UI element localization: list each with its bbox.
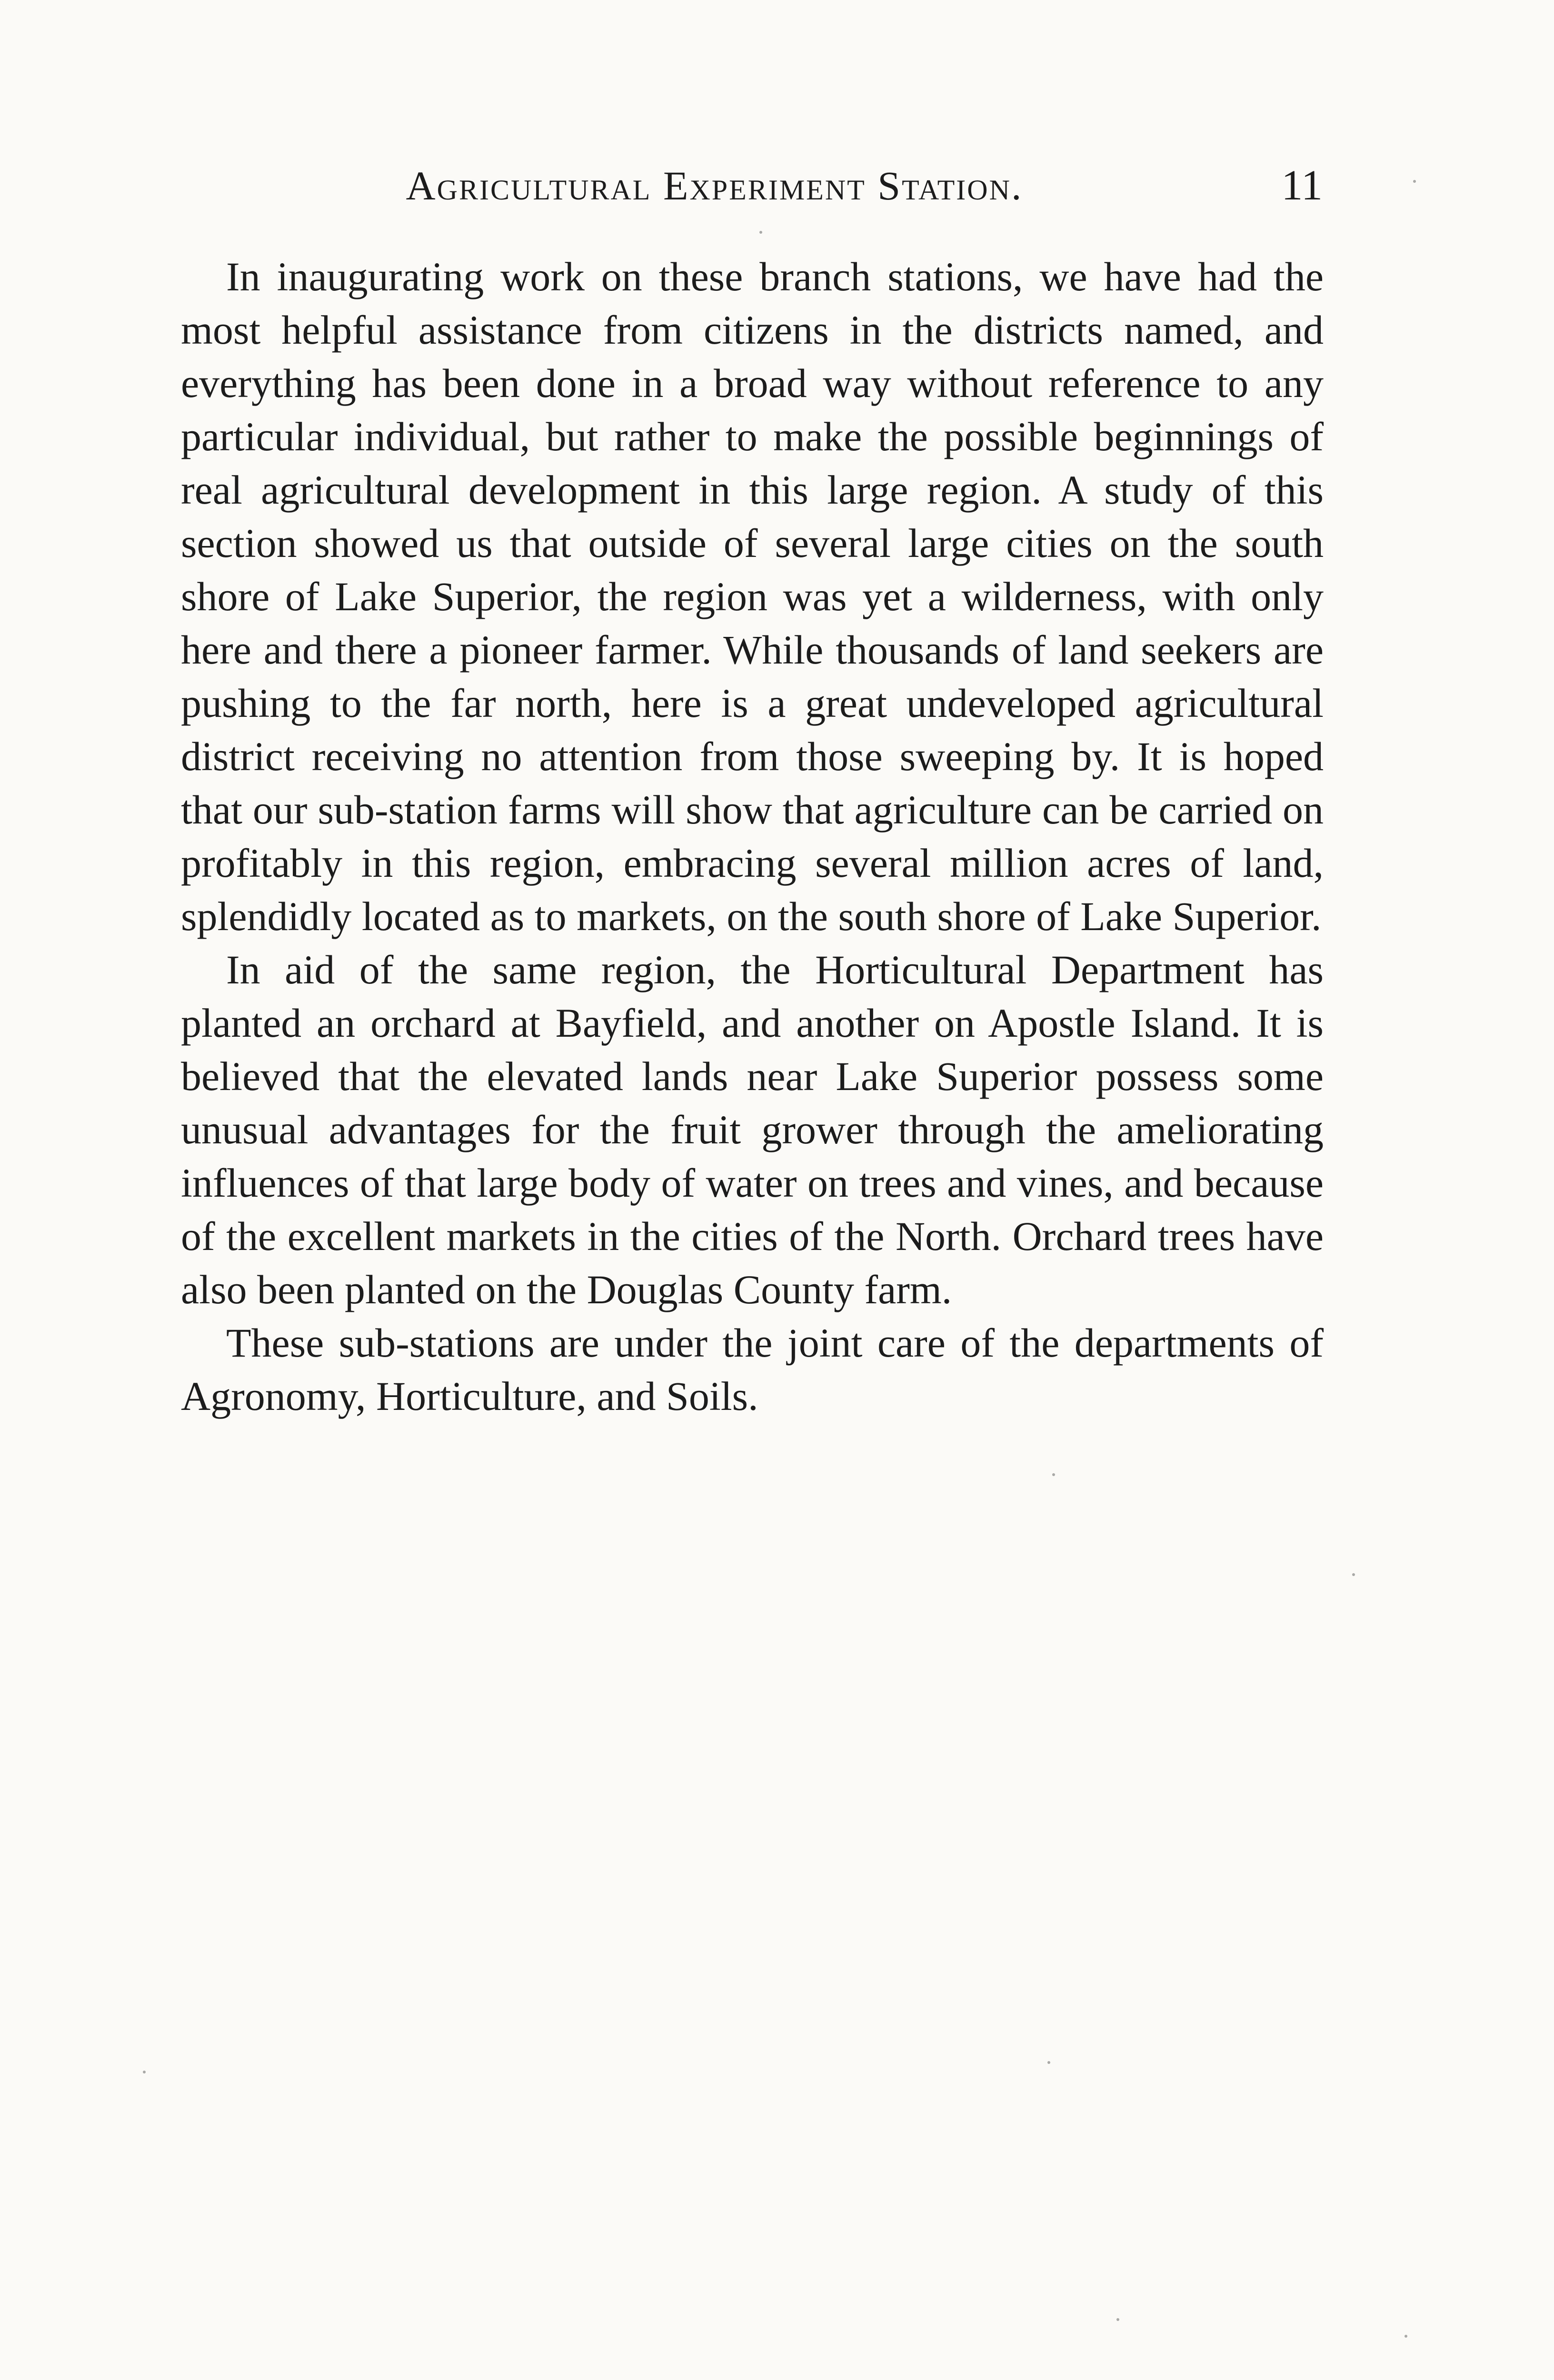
running-title: Agricultural Experiment Station. [406, 163, 1023, 208]
paragraph-horticultural-department: In aid of the same region, the Horticultural Department has planted an orchard at Bayfield, and another on Apostle Island. It is believed that the elevated lands near Lake Superior possess some unusual advantages for the fruit grower through the ameliorating influences of that large body of water on trees and vines, and because of the excellent markets in the cities of the North. Orchard trees have also been planted on the Douglas County farm. [181, 947, 1324, 1312]
paper-speck [1352, 1573, 1355, 1576]
paper-speck [1116, 2318, 1119, 2321]
paragraph-sub-stations-care: These sub-stations are under the joint care of the departments of Agronomy, Horticulture, and Soils. [181, 1320, 1324, 1419]
running-head [182, 157, 1323, 214]
body-text [181, 250, 1324, 1423]
paper-speck [1413, 180, 1416, 183]
paper-speck [1405, 2335, 1407, 2338]
paper-speck [1052, 1473, 1055, 1476]
paragraph-branch-stations: In inaugurating work on these branch stations, we have had the most helpful assistance from citizens in the districts named, and everything has been done in a broad way without reference to any particular individual, but rather to make the possible beginnings of real agricultural development in this large region. A study of this section showed us that outside of several large cities on the south shore of Lake Superior, the region was yet a wilderness, with only here and there a pioneer farmer. While thousands of land seekers are pushing to the far north, here is a great undeveloped agricultural district receiving no attention from those sweeping by. It is hoped that our sub-station farms will show that agriculture can be carried on profitably in this region, embracing several million acres of land, splendidly located as to markets, on the south shore of Lake Superior. [181, 254, 1324, 939]
paper-speck [143, 2071, 146, 2073]
paper-speck [759, 231, 762, 234]
page-number: 11 [1281, 162, 1323, 209]
paper-speck [1047, 2061, 1050, 2064]
